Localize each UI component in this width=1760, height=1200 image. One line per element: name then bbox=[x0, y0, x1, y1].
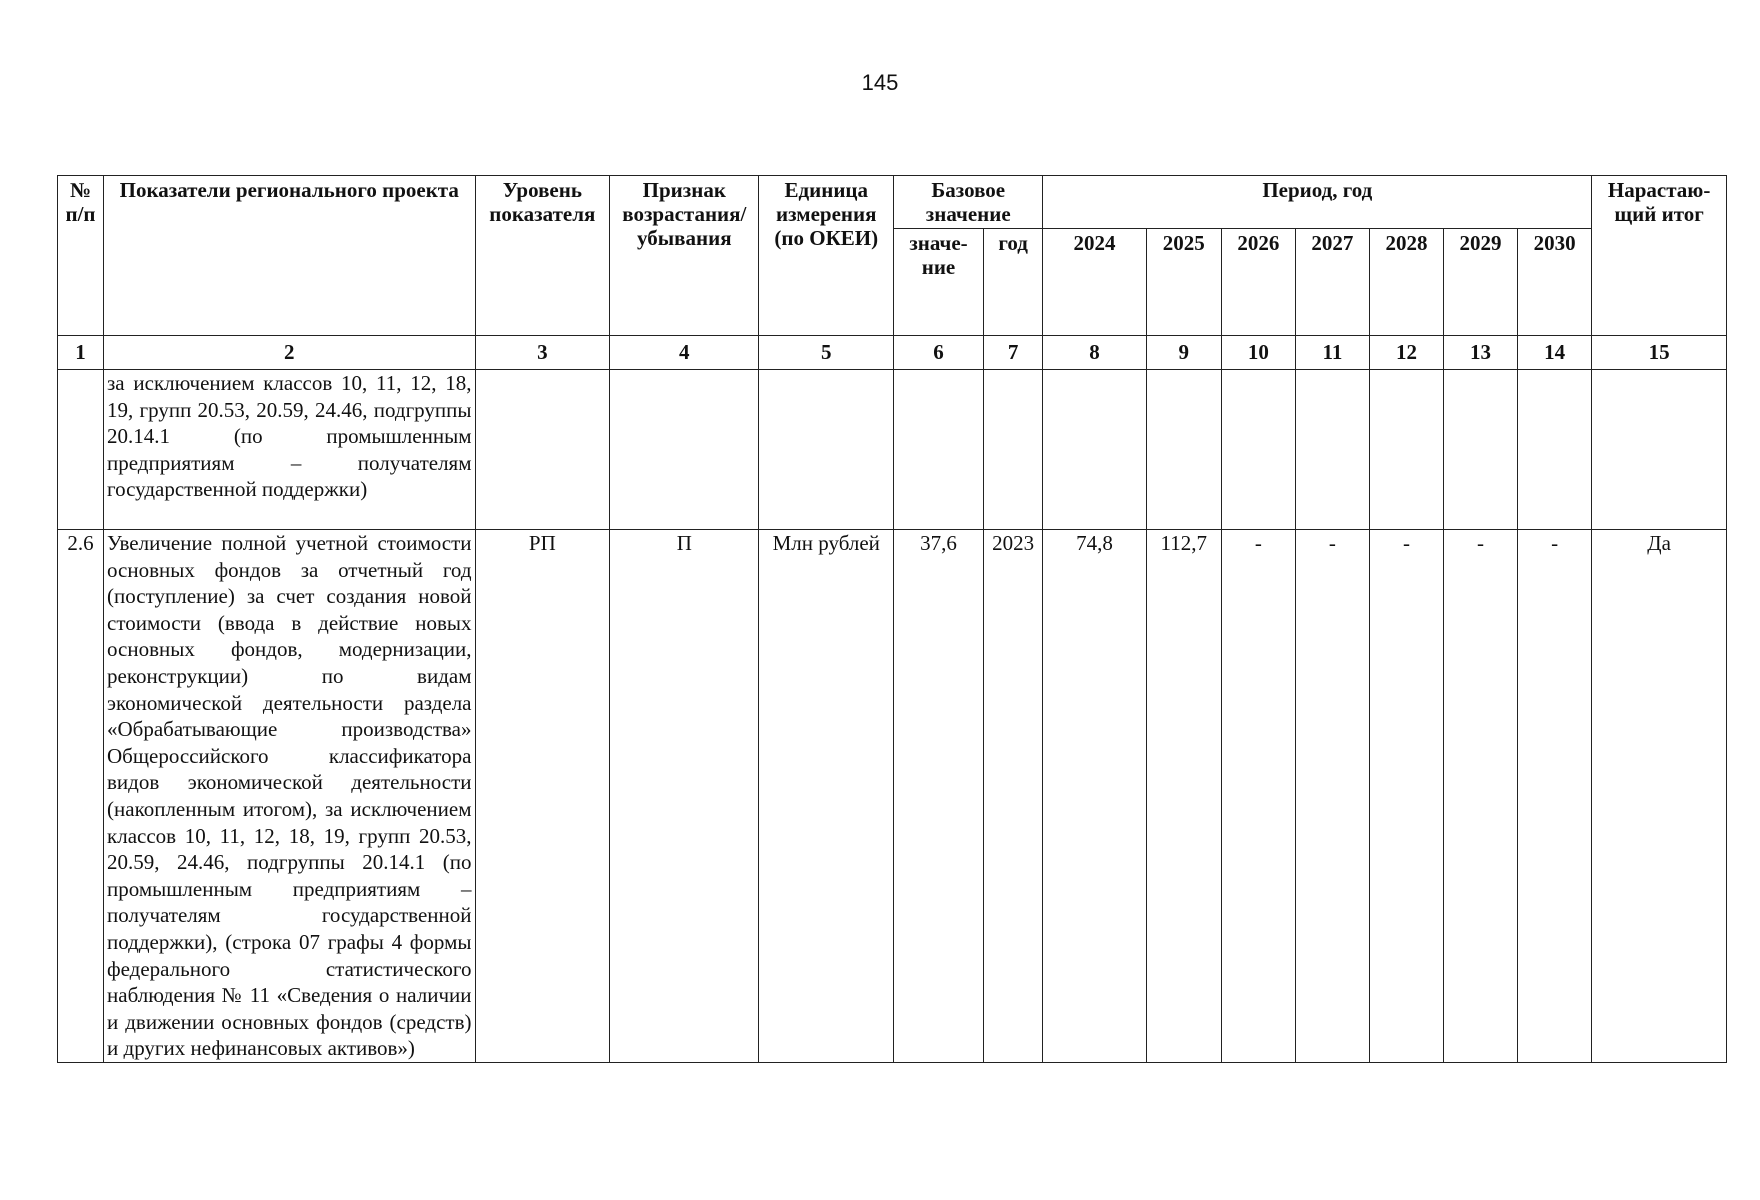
row-base-year: 2023 bbox=[983, 530, 1043, 1063]
row-value: - bbox=[1444, 530, 1518, 1063]
row-number bbox=[58, 370, 104, 530]
column-number: 13 bbox=[1444, 336, 1518, 370]
row-cumulative: Да bbox=[1592, 530, 1727, 1063]
header-year: 2025 bbox=[1146, 229, 1221, 336]
header-period: Период, год bbox=[1043, 176, 1592, 229]
header-year: 2029 bbox=[1444, 229, 1518, 336]
header-year: 2027 bbox=[1295, 229, 1369, 336]
row-value bbox=[1043, 370, 1146, 530]
header-level: Уровень показателя bbox=[475, 176, 610, 336]
header-base-year: год bbox=[983, 229, 1043, 336]
row-description: Увеличение полной учетной стоимости основных фондов за отчетный год (поступление) за счет создания новой стоимости (ввода в действие новых основных фондов, модернизации, реконструкции) по видам экономической деятельности раздела «Обрабатывающие производства» Общероссийского классификатора видов экономической деятельности (накопленным итогом), за исключением классов 10, 11, 12, 18, 19, групп 20.53, 20.59, 24.46, подгруппы 20.14.1 (по промышленным предприятиям – получателям государственной поддержки), (строка 07 графы 4 формы федерального статистического наблюдения № 11 «Сведения о наличии и движении основных фондов (средств) и других нефинансовых активов») bbox=[104, 530, 475, 1063]
column-number: 1 bbox=[58, 336, 104, 370]
table-row bbox=[58, 530, 1727, 1063]
row-value: - bbox=[1369, 530, 1443, 1063]
row-cumulative bbox=[1592, 370, 1727, 530]
row-value: - bbox=[1295, 530, 1369, 1063]
header-base-value: значе-ние bbox=[894, 229, 984, 336]
header-trend: Признак возрастания/ убывания bbox=[610, 176, 759, 336]
row-value bbox=[1295, 370, 1369, 530]
row-value: 112,7 bbox=[1146, 530, 1221, 1063]
row-value bbox=[1518, 370, 1592, 530]
page-number: 145 bbox=[861, 70, 899, 95]
table-row bbox=[58, 370, 1727, 530]
row-value: - bbox=[1518, 530, 1592, 1063]
row-number: 2.6 bbox=[58, 530, 104, 1063]
column-number: 12 bbox=[1369, 336, 1443, 370]
column-number: 3 bbox=[475, 336, 610, 370]
column-number: 10 bbox=[1221, 336, 1295, 370]
row-trend: П bbox=[610, 530, 759, 1063]
column-number: 8 bbox=[1043, 336, 1146, 370]
column-number: 14 bbox=[1518, 336, 1592, 370]
indicators-table bbox=[57, 175, 1727, 1063]
column-number: 7 bbox=[983, 336, 1043, 370]
header-year: 2024 bbox=[1043, 229, 1146, 336]
row-unit: Млн рублей bbox=[759, 530, 894, 1063]
row-base-year bbox=[983, 370, 1043, 530]
row-value: 74,8 bbox=[1043, 530, 1146, 1063]
column-number: 4 bbox=[610, 336, 759, 370]
header-num: № п/п bbox=[58, 176, 104, 336]
row-description: за исключением классов 10, 11, 12, 18, 19, групп 20.53, 20.59, 24.46, подгруппы 20.14.1 (по промышленным предприятиям – получателям государственной поддержки) bbox=[104, 370, 475, 530]
header-indicators: Показатели регионального проекта bbox=[104, 176, 475, 336]
row-value bbox=[1444, 370, 1518, 530]
column-number: 11 bbox=[1295, 336, 1369, 370]
row-unit bbox=[759, 370, 894, 530]
row-value bbox=[1221, 370, 1295, 530]
column-number-row bbox=[58, 336, 1727, 370]
column-number: 15 bbox=[1592, 336, 1727, 370]
row-value bbox=[1146, 370, 1221, 530]
header-year: 2026 bbox=[1221, 229, 1295, 336]
row-trend bbox=[610, 370, 759, 530]
header-cumulative: Нарастаю-щий итог bbox=[1592, 176, 1727, 336]
row-value: - bbox=[1221, 530, 1295, 1063]
column-number: 2 bbox=[104, 336, 475, 370]
column-number: 6 bbox=[894, 336, 984, 370]
column-number: 5 bbox=[759, 336, 894, 370]
row-level bbox=[475, 370, 610, 530]
row-base-value bbox=[894, 370, 984, 530]
row-level: РП bbox=[475, 530, 610, 1063]
header-year: 2030 bbox=[1518, 229, 1592, 336]
row-base-value: 37,6 bbox=[894, 530, 984, 1063]
header-year: 2028 bbox=[1369, 229, 1443, 336]
header-base: Базовое значение bbox=[894, 176, 1043, 229]
header-unit: Единица измерения (по ОКЕИ) bbox=[759, 176, 894, 336]
row-value bbox=[1369, 370, 1443, 530]
column-number: 9 bbox=[1146, 336, 1221, 370]
